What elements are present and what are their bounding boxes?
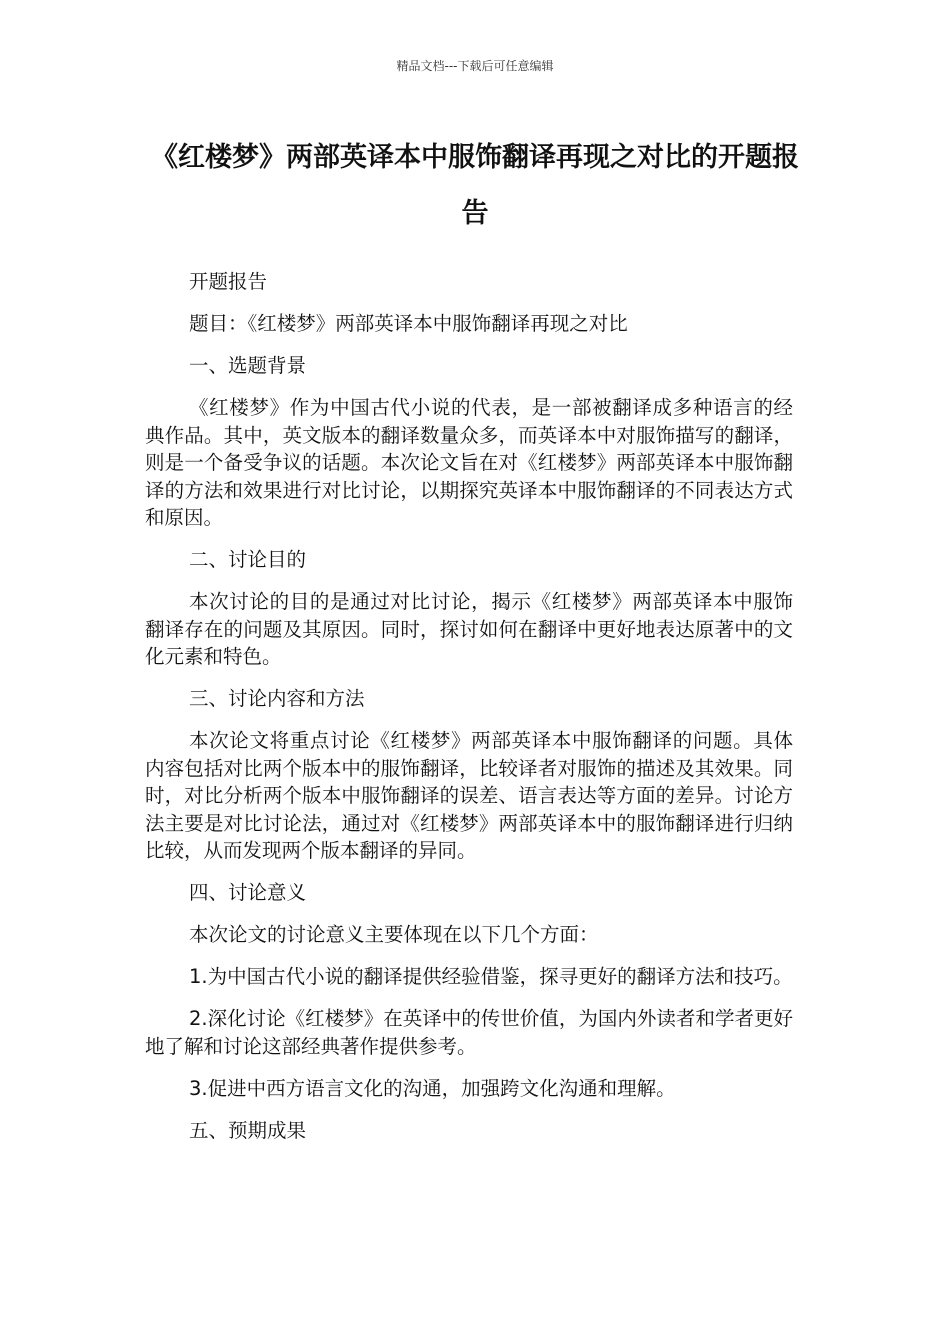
page-header: 精品文档---下载后可任意编辑 bbox=[396, 59, 554, 73]
section-heading-significance: 四、讨论意义 bbox=[189, 881, 307, 904]
paragraph-content-method: 本次论文将重点讨论《红楼梦》两部英译本中服饰翻译的问题。具体内容包括对比两个版本中的服饰翻译，比较译者对服饰的描述及其效果。同时，对比分析两个版本中服饰翻译的误差、语言表达等方面的差异。讨论方法主要是对比讨论法，通过对《红楼梦》两部英译本中的服饰翻译进行归纳比较，从而发现两个版本翻译的异同。 bbox=[145, 729, 793, 862]
section-heading-purpose: 二、讨论目的 bbox=[189, 548, 307, 571]
list-item-significance-1: 1.为中国古代小说的翻译提供经验借鉴，探寻更好的翻译方法和技巧。 bbox=[189, 965, 793, 988]
paragraph-significance-intro: 本次论文的讨论意义主要体现在以下几个方面： bbox=[189, 923, 599, 946]
section-heading-content-method: 三、讨论内容和方法 bbox=[189, 687, 365, 710]
section-heading-expected-results: 五、预期成果 bbox=[189, 1118, 307, 1142]
paragraph-background: 《红楼梦》作为中国古代小说的代表，是一部被翻译成多种语言的经典作品。其中，英文版本的翻译数量众多，而英译本中对服饰描写的翻译，则是一个备受争议的话题。本次论文旨在对《红楼梦》两部英译本中服饰翻译的方法和效果进行对比讨论，以期探究英译本中服饰翻译的不同表达方式和原因。 bbox=[145, 396, 793, 529]
paragraph-topic: 题目：《红楼梦》两部英译本中服饰翻译再现之对比 bbox=[189, 312, 628, 335]
document-body bbox=[145, 268, 793, 1159]
list-item-significance-2: 2.深化讨论《红楼梦》在英译中的传世价值，为国内外读者和学者更好地了解和讨论这部经典著作提供参考。 bbox=[145, 1007, 793, 1058]
paragraph-purpose: 本次讨论的目的是通过对比讨论，揭示《红楼梦》两部英译本中服饰翻译存在的问题及其原因。同时，探讨如何在翻译中更好地表达原著中的文化元素和特色。 bbox=[145, 590, 793, 668]
section-heading-background: 一、选题背景 bbox=[189, 354, 307, 377]
document-title: 《红楼梦》两部英译本中服饰翻译再现之对比的开题报告 bbox=[151, 142, 799, 229]
paragraph-report-label: 开题报告 bbox=[189, 270, 268, 293]
list-item-significance-3: 3.促进中西方语言文化的沟通，加强跨文化沟通和理解。 bbox=[189, 1076, 676, 1100]
